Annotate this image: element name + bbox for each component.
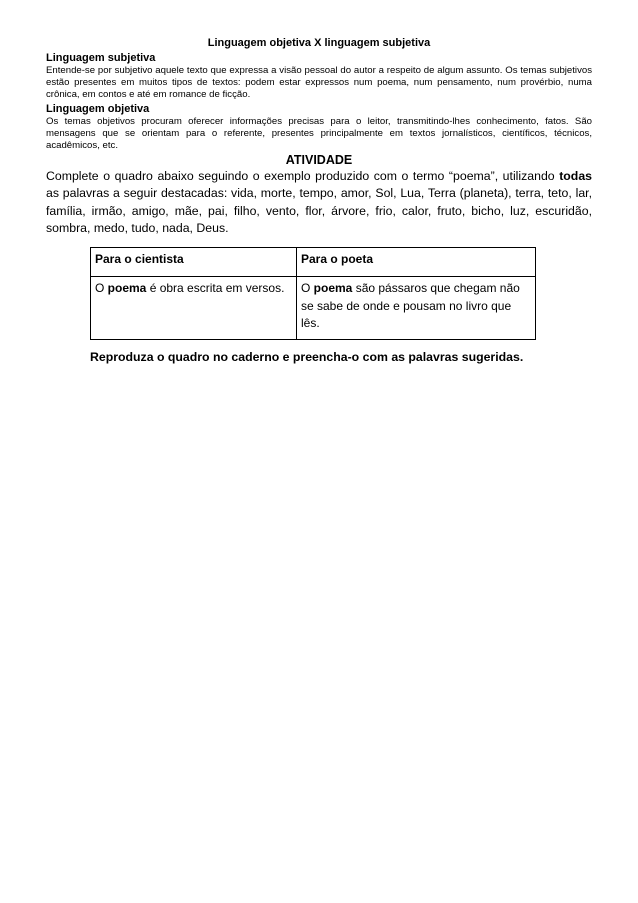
poet-term: poema: [313, 281, 353, 296]
table-row: [91, 277, 536, 340]
instruction-text: Reproduza o quadro no caderno e preencha-o com as palavras sugeridas.: [90, 350, 524, 365]
subjective-paragraph: Entende-se por subjetivo aquele texto que expressa a visão pessoal do autor a respeito de algum assunto. Os temas subjetivos estão presentes em muitos tipos de textos: podem estar expressos num poema, num pensamento, num provérbio, numa crônica, em contos e até em romance de ficção.: [46, 65, 592, 101]
objective-section: [46, 103, 592, 153]
objective-paragraph: Os temas objetivos procuram oferecer informações precisas para o leitor, transmitindo-lhes conhecimento, fatos. São mensagens que se orientam para o referente, presentes principalmente em textos jornalísticos, científicos, técnicos, acadêmicos, etc.: [46, 115, 592, 152]
scientist-prefix: O: [95, 281, 108, 296]
poet-prefix: O: [301, 281, 314, 296]
header-poet: Para o poeta: [297, 248, 536, 277]
document-title: Linguagem objetiva X linguagem subjetiva: [207, 37, 431, 49]
poet-suffix: são pássaros que chegam não se sabe de onde e pousam no livro que lês.: [301, 281, 520, 331]
activity-paragraph: [46, 168, 592, 237]
scientist-suffix: é obra escrita em versos.: [146, 281, 285, 296]
document-page: [46, 36, 592, 365]
example-table-wrapper: [90, 247, 592, 340]
table-header-row: [91, 248, 536, 277]
scientist-term: poema: [107, 281, 147, 296]
subjective-heading: Linguagem subjetiva: [46, 52, 156, 64]
activity-heading: ATIVIDADE: [285, 153, 353, 168]
header-scientist: Para o cientista: [91, 248, 297, 277]
example-table: [90, 247, 536, 340]
activity-text-start: Complete o quadro abaixo seguindo o exemplo produzido com o termo “poema”, utilizando: [46, 169, 560, 184]
cell-poet-definition: [297, 277, 536, 340]
activity-section: [46, 153, 592, 237]
activity-bold-word: todas: [559, 169, 592, 184]
objective-heading: Linguagem objetiva: [46, 102, 150, 115]
activity-text-end: as palavras a seguir destacadas: vida, morte, tempo, amor, Sol, Lua, Terra (planeta), terra, teto, lar, família, irmão, amigo, mãe, pai, filho, vento, flor, árvore, frio, calor, fruto, bicho, luz, escuridão, sombra, medo, tudo, nada, Deus.: [46, 186, 592, 235]
subjective-section: [46, 52, 592, 102]
cell-scientist-definition: [91, 277, 297, 340]
